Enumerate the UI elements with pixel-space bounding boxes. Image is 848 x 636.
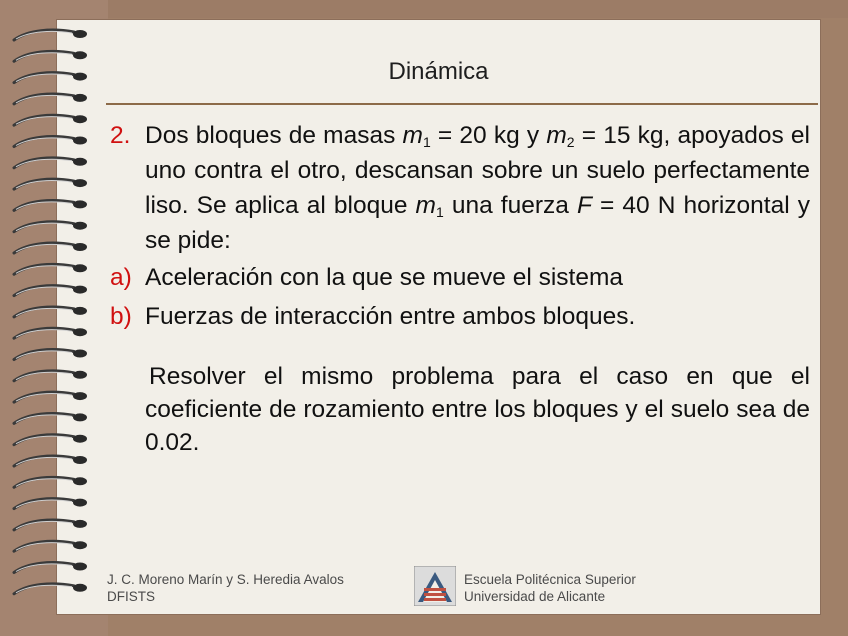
var-m: m — [546, 122, 567, 149]
sub-1: 1 — [435, 204, 444, 220]
slide-content — [110, 118, 810, 459]
item-text: Fuerzas de interacción entre ambos bloques. — [145, 303, 636, 330]
problem-number: 2. — [110, 122, 131, 149]
spiral-ring — [14, 307, 87, 317]
spiral-ring — [14, 563, 87, 573]
spiral-binding-icon — [0, 0, 100, 636]
spiral-ring — [14, 392, 87, 402]
spiral-ring — [14, 541, 87, 551]
spiral-ring — [14, 179, 87, 189]
statement-text: una fuerza — [443, 192, 577, 219]
list-item — [110, 260, 810, 295]
department-text: DFISTS — [107, 589, 156, 604]
spiral-ring — [14, 94, 87, 104]
authors-text: J. C. Moreno Marín y S. Heredia Avalos — [107, 572, 344, 587]
var-m: m — [402, 122, 423, 149]
statement-text: = 40 N horizontal y se pide: — [145, 192, 810, 254]
spiral-ring — [14, 477, 87, 487]
spiral-ring — [14, 435, 87, 445]
statement-text: = 15 kg, apoyados el uno contra el otro, descansan sobre un suelo perfectamente liso. Se aplica al bloque — [145, 122, 810, 219]
var-F: F — [576, 192, 592, 219]
spiral-ring — [14, 137, 87, 147]
var-m: m — [415, 192, 436, 219]
extra-paragraph — [110, 360, 810, 459]
spiral-ring — [14, 371, 87, 381]
spiral-ring — [14, 499, 87, 509]
spiral-ring — [14, 200, 87, 210]
spiral-ring — [14, 350, 87, 360]
frame-top — [0, 0, 848, 18]
list-item — [110, 299, 810, 334]
sub-2: 2 — [566, 134, 575, 150]
university-text: Universidad de Alicante — [464, 589, 606, 604]
footer-school — [464, 571, 636, 605]
spiral-ring — [14, 520, 87, 530]
spiral-ring — [14, 328, 87, 338]
spiral-ring — [14, 584, 87, 594]
slide-title: Dinámica — [388, 58, 489, 85]
school-text: Escuela Politécnica Superior — [464, 572, 636, 587]
problem-statement — [110, 118, 810, 258]
item-label: b) — [110, 303, 132, 330]
item-text: Aceleración con la que se mueve el sistema — [145, 264, 624, 291]
university-logo-icon — [414, 566, 456, 606]
sub-1: 1 — [422, 134, 431, 150]
spiral-ring — [14, 243, 87, 253]
spiral-ring — [14, 413, 87, 423]
spiral-ring — [14, 115, 87, 125]
item-label: a) — [110, 264, 132, 291]
spiral-ring — [14, 158, 87, 168]
title-divider — [106, 103, 818, 105]
statement-text: = 20 kg y — [430, 122, 547, 149]
spiral-ring — [14, 30, 87, 40]
statement-text: Dos bloques de masas — [145, 122, 403, 149]
spiral-ring — [14, 286, 87, 296]
spiral-ring — [14, 264, 87, 274]
spiral-ring — [14, 222, 87, 232]
extra-text: Resolver el mismo problema para el caso en que el coeficiente de rozamiento entre los bloques y el suelo sea de 0.02. — [145, 363, 810, 456]
spiral-ring — [14, 456, 87, 466]
footer-authors — [107, 571, 344, 605]
